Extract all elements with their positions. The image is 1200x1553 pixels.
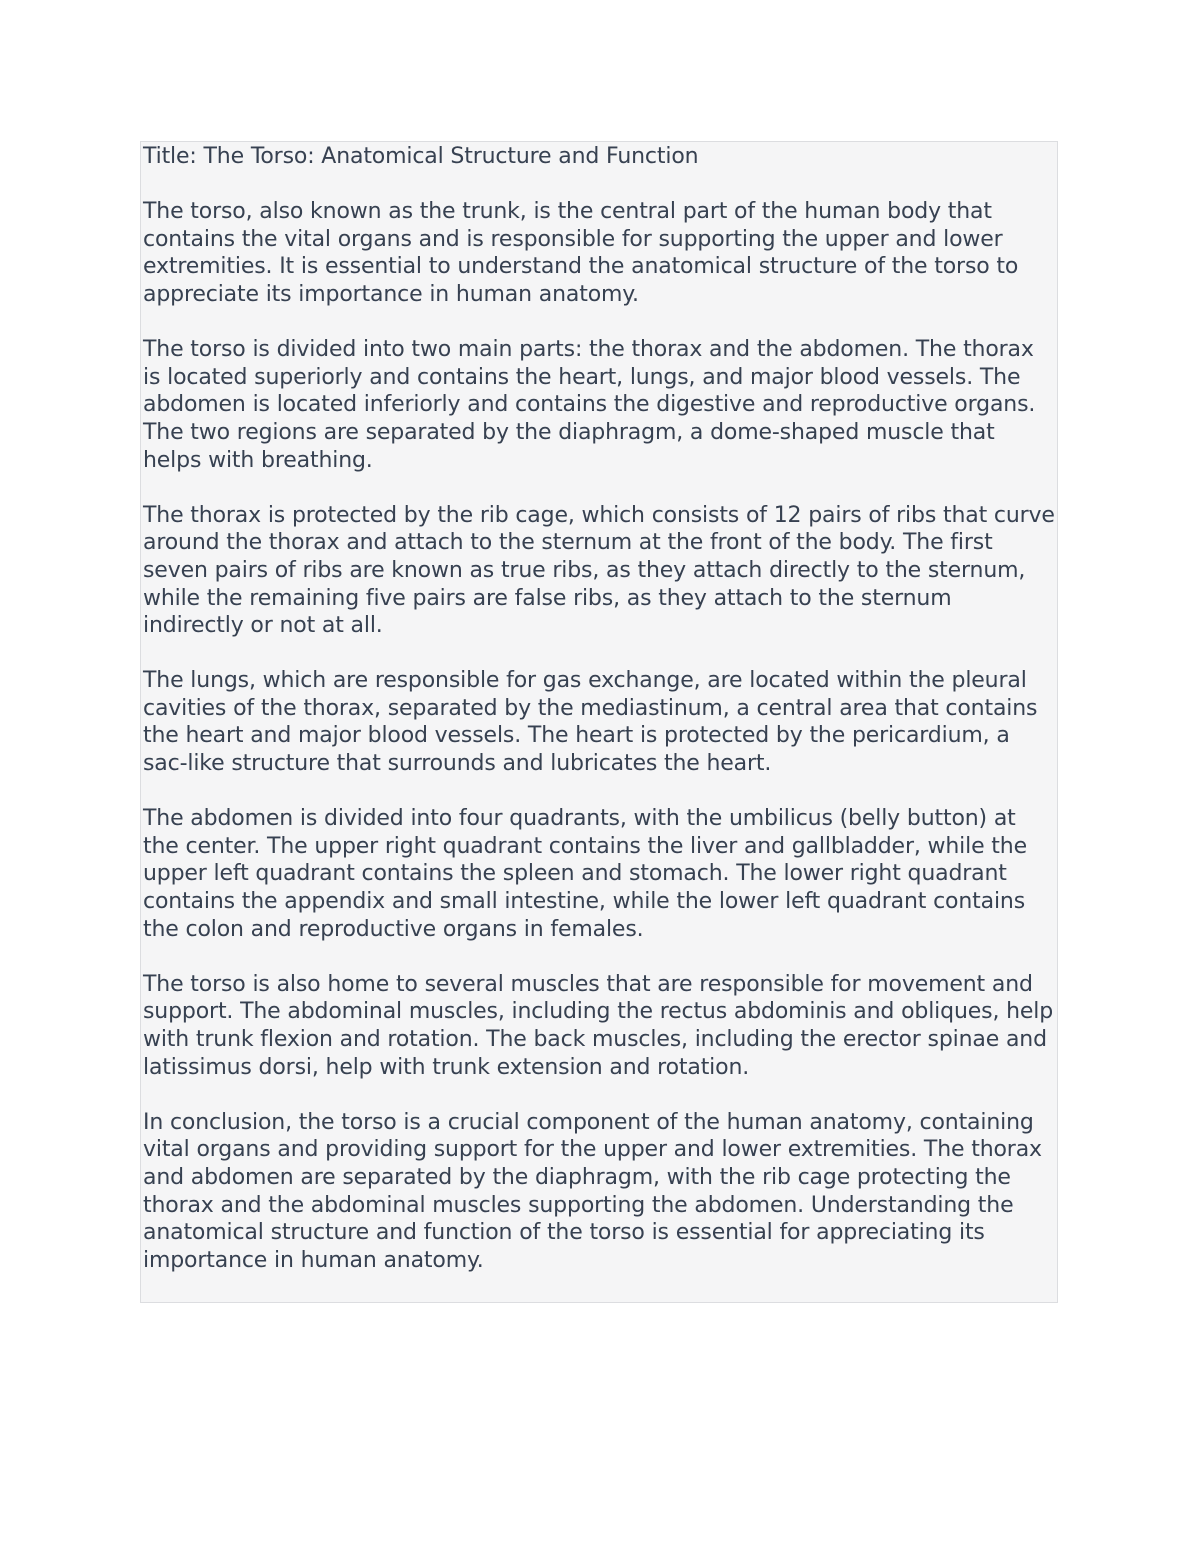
paragraph-intro: The torso, also known as the trunk, is the central part of the human body that contains the vital organs and is responsible for supporting the upper and lower extremities. It is essential to understand the anatomical structure of the torso to appreciate its importance in human anatomy. [143, 199, 1019, 307]
essay-text-box [140, 141, 1058, 1303]
paragraph-conclusion: In conclusion, the torso is a crucial component of the human anatomy, containing vital organs and providing support for the upper and lower extremities. The thorax and abdomen are separated by the diaphragm, with the rib cage protecting the thorax and the abdominal muscles supporting the abdomen. Understanding the anatomical structure and function of the torso is essential for appreciating its importance in human anatomy. [143, 1109, 1042, 1273]
paragraph-rib-cage: The thorax is protected by the rib cage, which consists of 12 pairs of ribs that curve around the thorax and attach to the sternum at the front of the body. The first seven pairs of ribs are known as true ribs, as they attach directly to the sternum, while the remaining five pairs are false ribs, as they attach to the sternum indirectly or not at all. [143, 502, 1055, 639]
paragraph-muscles: The torso is also home to several muscles that are responsible for movement and support. The abdominal muscles, including the rectus abdominis and obliques, help with trunk flexion and rotation. The back muscles, including the erector spinae and latissimus dorsi, help with trunk extension and rotation. [143, 971, 1054, 1080]
paragraph-abdomen-quadrants: The abdomen is divided into four quadrants, with the umbilicus (belly button) at the center. The upper right quadrant contains the liver and gallbladder, while the upper left quadrant contains the spleen and stomach. The lower right quadrant contains the appendix and small intestine, while the lower left quadrant contains the colon and reproductive organs in females. [143, 806, 1027, 942]
paragraph-divisions: The torso is divided into two main parts: the thorax and the abdomen. The thorax is located superiorly and contains the heart, lungs, and major blood vessels. The abdomen is located inferiorly and contains the digestive and reproductive organs. The two regions are separated by the diaphragm, a dome-shaped muscle that helps with breathing. [143, 337, 1036, 473]
paragraph-lungs-heart: The lungs, which are responsible for gas exchange, are located within the pleural cavities of the thorax, separated by the mediastinum, a central area that contains the heart and major blood vessels. The heart is protected by the pericardium, a sac-like structure that surrounds and lubricates the heart. [143, 668, 1038, 777]
document-title: Title: The Torso: Anatomical Structure and Function [143, 144, 699, 169]
